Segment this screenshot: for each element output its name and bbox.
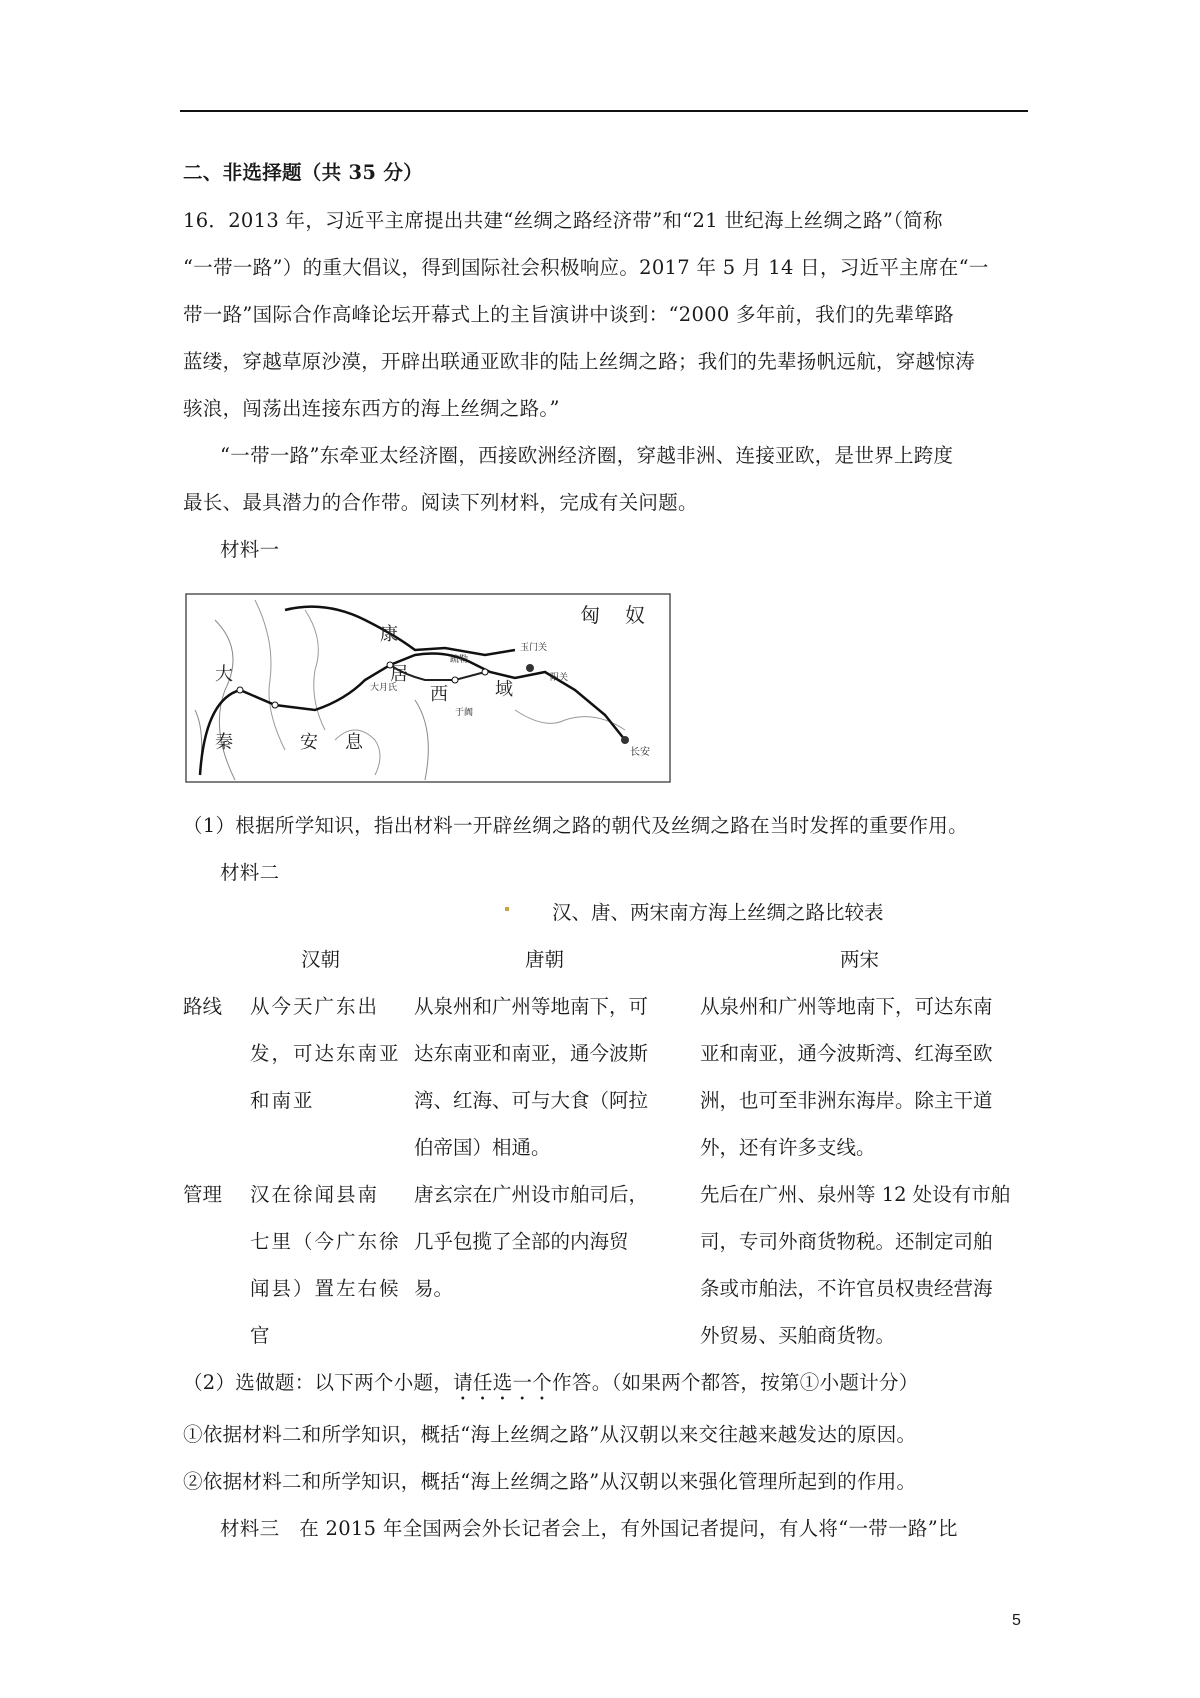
route-song-line: 从泉州和广州等地南下，可达东南 (700, 995, 993, 1018)
map-label-an: 安 (300, 732, 318, 753)
map-label-qin: 秦 (215, 732, 233, 753)
table-title: 汉、唐、两宋南方海上丝绸之路比较表 (552, 901, 884, 924)
route-song-line: 洲，也可至非洲东海岸。除主干道 (700, 1089, 993, 1112)
col-header-song: 两宋 (840, 948, 880, 971)
q16-para2-line-1: “一带一路”东牵亚太经济圈，西接欧洲经济圈，穿越非洲、连接亚欧，是世界上跨度 (220, 444, 954, 467)
changan-dot (621, 736, 629, 744)
map-label-yumenguan: 玉门关 (520, 643, 548, 653)
q16-line-5: 骇浪，闯荡出连接东西方的海上丝绸之路。” (183, 397, 560, 420)
map-label-yu: 域 (495, 679, 513, 700)
q16-line-4: 蓝缕，穿越草原沙漠，开辟出联通亚欧非的陆上丝绸之路；我们的先辈扬帆远航，穿越惊涛 (183, 350, 976, 373)
map-label-xiong: 匈 (580, 603, 600, 627)
map-label-nu: 奴 (625, 603, 645, 627)
q16-para2-line-2: 最长、最具潜力的合作带。阅读下列材料，完成有关问题。 (183, 491, 698, 514)
map-label-xi: 西 (430, 684, 448, 705)
management-tang-line: 几乎包揽了全部的内海贸 (414, 1230, 629, 1253)
management-tang-line: 易。 (414, 1277, 454, 1300)
q2-emphasis: 请任选一个 (453, 1371, 553, 1394)
q2-pre: （2）选做题：以下两个小题， (183, 1371, 454, 1394)
management-song-line: 外贸易、买舶商货物。 (700, 1324, 896, 1347)
map-label-yangguan: 阳关 (550, 673, 569, 683)
page-number: 5 (1012, 1612, 1021, 1629)
map-label-changan: 长安 (630, 747, 650, 758)
map-label-yutian: 于阗 (455, 708, 474, 718)
management-han (250, 1171, 401, 1359)
management-han-line: 官 (250, 1324, 272, 1347)
q16-line-2: “一带一路”）的重大倡议，得到国际社会积极响应。2017 年 5 月 14 日，习近平主席在“一 (183, 256, 989, 279)
row-label-management: 管理 (183, 1183, 223, 1206)
question-2 (183, 1370, 919, 1405)
route-song-line: 外，还有许多支线。 (700, 1136, 876, 1159)
route-tang-line: 从泉州和广州等地南下，可 (414, 995, 649, 1018)
city-dot-1 (237, 687, 243, 693)
route-han-line: 和南亚 (250, 1089, 315, 1112)
map-label-shule: 疏勒 (450, 655, 469, 665)
management-song-line: 司，专司外商货物税。还制定司舶 (700, 1230, 993, 1253)
city-dot-4 (452, 677, 458, 683)
question-2a: ①依据材料二和所学知识，概括“海上丝绸之路”从汉朝以来交往越来越发达的原因。 (183, 1423, 917, 1446)
q16-line-3: 带一路”国际合作高峰论坛开幕式上的主旨演讲中谈到：“2000 多年前，我们的先辈筚路 (183, 303, 954, 326)
map-label-xi2: 息 (345, 732, 363, 753)
city-dot-2 (272, 702, 278, 708)
route-tang (414, 983, 648, 1171)
header-rule (180, 110, 1028, 112)
route-tang-line: 湾、红海、可与大食（阿拉 (414, 1089, 649, 1112)
city-dot-5 (482, 669, 488, 675)
yumen-pass-dot (526, 664, 534, 672)
map-label-ju: 居 (390, 664, 408, 685)
col-header-han: 汉朝 (301, 948, 341, 971)
management-song-line: 先后在广州、泉州等 12 处设有市舶 (700, 1183, 1011, 1206)
management-song-line: 条或市舶法，不许官员权贵经营海 (700, 1277, 993, 1300)
management-han-line: 汉在徐闻县南 (250, 1183, 380, 1206)
q2-post: 作答。（如果两个都答，按第①小题计分） (552, 1371, 919, 1394)
question-2b: ②依据材料二和所学知识，概括“海上丝绸之路”从汉朝以来强化管理所起到的作用。 (183, 1470, 917, 1493)
route-tang-line: 达东南亚和南亚，通今波斯 (414, 1042, 649, 1065)
material3-line: 材料三 在 2015 年全国两会外长记者会上，有外国记者提问，有人将“一带一路”比 (220, 1517, 958, 1540)
route-han-line: 从今天广东出 (250, 995, 380, 1018)
route-han (250, 983, 401, 1124)
route-song-line: 亚和南亚，通今波斯湾、红海至欧 (700, 1042, 993, 1065)
management-han-line: 七里（今广东徐 (250, 1230, 401, 1253)
management-tang-line: 唐玄宗在广州设市舶司后， (414, 1183, 649, 1206)
row-label-route: 路线 (183, 995, 223, 1018)
map-label-kang: 康 (380, 624, 398, 645)
management-tang (414, 1171, 648, 1312)
q16-line-1: 16．2013 年，习近平主席提出共建“丝绸之路经济带”和“21 世纪海上丝绸之路”（简称 (183, 209, 943, 232)
route-han-line: 发，可达东南亚 (250, 1042, 401, 1065)
route-song (700, 983, 993, 1171)
material2-label: 材料二 (220, 861, 280, 884)
map-label-dayuezhi: 大月氏 (370, 683, 398, 693)
management-han-line: 闻县）置左右候 (250, 1277, 401, 1300)
silk-road-map (185, 580, 673, 785)
question-1: （1）根据所学知识，指出材料一开辟丝绸之路的朝代及丝绸之路在当时发挥的重要作用。 (183, 814, 968, 837)
section-heading: 二、非选择题（共 35 分） (183, 161, 423, 184)
title-marker (505, 907, 509, 911)
route-tang-line: 伯帝国）相通。 (414, 1136, 551, 1159)
map-label-da: 大 (215, 664, 233, 685)
material1-label: 材料一 (220, 538, 280, 561)
col-header-tang: 唐朝 (525, 948, 565, 971)
management-song (700, 1171, 1010, 1359)
